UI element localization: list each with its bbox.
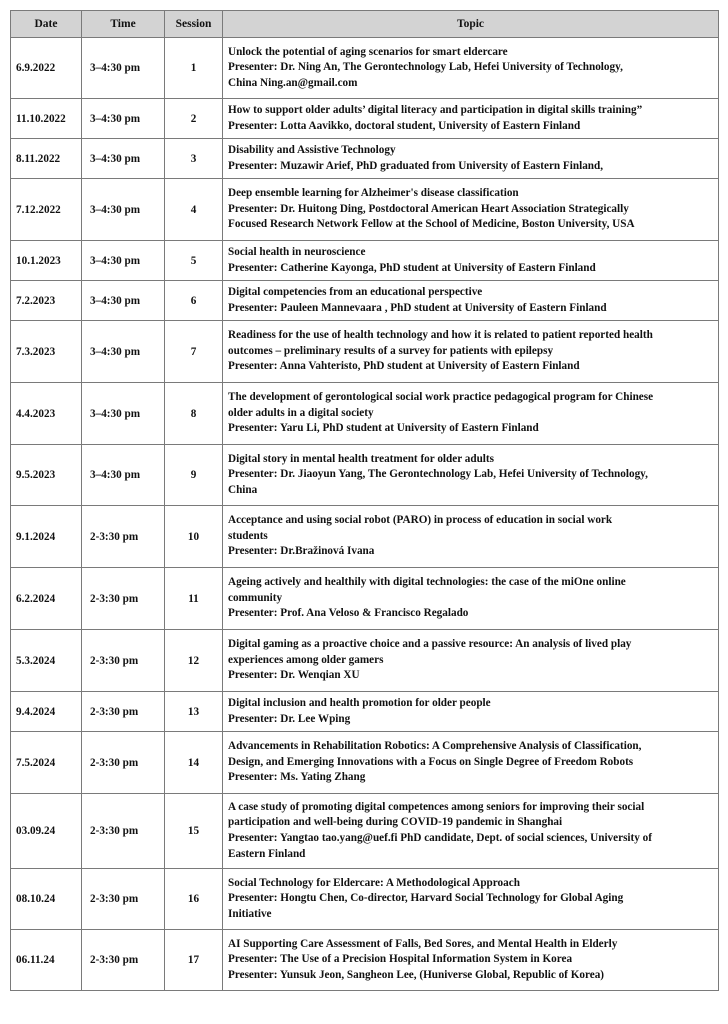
topic-line: older adults in a digital society: [228, 406, 374, 419]
header-session: Session: [165, 11, 223, 38]
topic-cell: [223, 321, 719, 383]
time-cell: 2-3:30 pm: [82, 630, 165, 692]
topic-cell: [223, 930, 719, 991]
topic-title: Acceptance and using social robot (PARO) in process of education in social work: [228, 514, 613, 527]
session-cell: 7: [165, 321, 223, 383]
header-date: Date: [11, 11, 82, 38]
topic-title: Digital competencies from an educational perspective: [228, 285, 483, 298]
time-cell: 3–4:30 pm: [82, 321, 165, 383]
topic-cell: [223, 139, 719, 179]
topic-cell: [223, 179, 719, 241]
time-cell: 2-3:30 pm: [82, 692, 165, 732]
table-row: [11, 930, 719, 991]
topic-title: Social health in neuroscience: [228, 245, 366, 258]
header-time: Time: [82, 11, 165, 38]
table-row: [11, 869, 719, 930]
table-row: [11, 281, 719, 321]
topic-cell: [223, 869, 719, 930]
topic-cell: [223, 281, 719, 321]
date-cell: 6.2.2024: [11, 568, 82, 630]
session-cell: 16: [165, 869, 223, 930]
date-cell: 7.12.2022: [11, 179, 82, 241]
topic-cell: [223, 38, 719, 99]
topic-cell: [223, 732, 719, 794]
topic-line: China: [228, 483, 258, 496]
table-row: [11, 445, 719, 506]
table-row: [11, 732, 719, 794]
topic-line: Presenter: Hongtu Chen, Co-director, Harvard Social Technology for Global Aging: [228, 892, 624, 905]
date-cell: 4.4.2023: [11, 383, 82, 445]
time-cell: 2-3:30 pm: [82, 930, 165, 991]
topic-line: experiences among older gamers: [228, 653, 384, 666]
date-cell: 8.11.2022: [11, 139, 82, 179]
topic-cell: [223, 445, 719, 506]
date-cell: 7.2.2023: [11, 281, 82, 321]
session-cell: 11: [165, 568, 223, 630]
table-row: [11, 506, 719, 568]
topic-line: Presenter: Yaru Li, PhD student at University of Eastern Finland: [228, 422, 539, 435]
topic-line: Presenter: Yunsuk Jeon, Sangheon Lee, (Huniverse Global, Republic of Korea): [228, 968, 605, 981]
topic-cell: [223, 692, 719, 732]
topic-line: Presenter: Dr. Wenqian XU: [228, 669, 360, 682]
topic-line: Eastern Finland: [228, 847, 306, 860]
time-cell: 3–4:30 pm: [82, 241, 165, 281]
topic-title: Digital inclusion and health promotion for older people: [228, 696, 491, 709]
topic-title: Readiness for the use of health technology and how it is related to patient reported health: [228, 329, 653, 342]
time-cell: 3–4:30 pm: [82, 383, 165, 445]
table-row: [11, 139, 719, 179]
topic-line: Presenter: Muzawir Arief, PhD graduated from University of Eastern Finland,: [228, 159, 604, 172]
topic-line: Presenter: Dr. Ning An, The Gerontechnology Lab, Hefei University of Technology,: [228, 61, 623, 74]
topic-cell: [223, 568, 719, 630]
session-cell: 13: [165, 692, 223, 732]
date-cell: 03.09.24: [11, 794, 82, 869]
session-cell: 17: [165, 930, 223, 991]
date-cell: 06.11.24: [11, 930, 82, 991]
table-row: [11, 179, 719, 241]
session-cell: 10: [165, 506, 223, 568]
seminar-schedule-table: [10, 10, 719, 991]
topic-line: Presenter: Pauleen Mannevaara , PhD student at University of Eastern Finland: [228, 301, 607, 314]
header-topic: Topic: [223, 11, 719, 38]
topic-cell: [223, 99, 719, 139]
topic-cell: [223, 630, 719, 692]
topic-line: Presenter: Ms. Yating Zhang: [228, 771, 366, 784]
topic-title: Ageing actively and healthily with digital technologies: the case of the miOne online: [228, 576, 626, 589]
session-cell: 6: [165, 281, 223, 321]
date-cell: 5.3.2024: [11, 630, 82, 692]
topic-line: Presenter: Lotta Aavikko, doctoral student, University of Eastern Finland: [228, 119, 581, 132]
topic-title: Unlock the potential of aging scenarios for smart eldercare: [228, 45, 508, 58]
time-cell: 2-3:30 pm: [82, 869, 165, 930]
date-cell: 6.9.2022: [11, 38, 82, 99]
time-cell: 2-3:30 pm: [82, 794, 165, 869]
time-cell: 3–4:30 pm: [82, 99, 165, 139]
session-cell: 14: [165, 732, 223, 794]
topic-line: students: [228, 529, 268, 542]
topic-line: Presenter: Anna Vahteristo, PhD student at University of Eastern Finland: [228, 360, 580, 373]
header-row: [11, 11, 719, 38]
time-cell: 2-3:30 pm: [82, 568, 165, 630]
date-cell: 08.10.24: [11, 869, 82, 930]
topic-line: participation and well-being during COVID-19 pandemic in Shanghai: [228, 816, 563, 829]
date-cell: 9.4.2024: [11, 692, 82, 732]
table-row: [11, 241, 719, 281]
topic-title: How to support older adults’ digital literacy and participation in digital skills training”: [228, 103, 643, 116]
date-cell: 7.3.2023: [11, 321, 82, 383]
time-cell: 2-3:30 pm: [82, 732, 165, 794]
date-cell: 9.5.2023: [11, 445, 82, 506]
table-row: [11, 321, 719, 383]
topic-title: Digital gaming as a proactive choice and a passive resource: An analysis of lived play: [228, 638, 632, 651]
topic-line: Presenter: Yangtao tao.yang@uef.fi PhD candidate, Dept. of social sciences, University of: [228, 832, 652, 844]
session-cell: 12: [165, 630, 223, 692]
table-row: [11, 630, 719, 692]
time-cell: 3–4:30 pm: [82, 179, 165, 241]
topic-line: China Ning.an@gmail.com: [228, 76, 358, 89]
time-cell: 3–4:30 pm: [82, 281, 165, 321]
topic-title: A case study of promoting digital competences among seniors for improving their social: [228, 800, 645, 813]
topic-title: Deep ensemble learning for Alzheimer's disease classification: [228, 187, 519, 200]
topic-title: Advancements in Rehabilitation Robotics: A Comprehensive Analysis of Classification,: [228, 740, 642, 753]
date-cell: 10.1.2023: [11, 241, 82, 281]
table-row: [11, 568, 719, 630]
topic-cell: [223, 383, 719, 445]
session-cell: 15: [165, 794, 223, 869]
table-row: [11, 99, 719, 139]
topic-line: Presenter: Dr. Huitong Ding, Postdoctoral American Heart Association Strategically: [228, 202, 629, 215]
topic-line: community: [228, 591, 283, 604]
topic-cell: [223, 241, 719, 281]
topic-line: Presenter: Catherine Kayonga, PhD student at University of Eastern Finland: [228, 261, 596, 274]
topic-title: AI Supporting Care Assessment of Falls, Bed Sores, and Mental Health in Elderly: [228, 937, 618, 950]
time-cell: 2-3:30 pm: [82, 506, 165, 568]
session-cell: 8: [165, 383, 223, 445]
topic-line: Presenter: Dr. Jiaoyun Yang, The Gerontechnology Lab, Hefei University of Technology,: [228, 468, 648, 481]
time-cell: 3–4:30 pm: [82, 139, 165, 179]
time-cell: 3–4:30 pm: [82, 445, 165, 506]
session-cell: 1: [165, 38, 223, 99]
topic-title: Social Technology for Eldercare: A Methodological Approach: [228, 876, 520, 889]
session-cell: 9: [165, 445, 223, 506]
topic-cell: [223, 794, 719, 869]
topic-line: Initiative: [228, 907, 272, 920]
session-cell: 4: [165, 179, 223, 241]
table-row: [11, 794, 719, 869]
topic-line: Presenter: Dr.Bražinová Ivana: [228, 545, 375, 558]
session-cell: 3: [165, 139, 223, 179]
table-row: [11, 38, 719, 99]
topic-cell: [223, 506, 719, 568]
topic-line: Presenter: The Use of a Precision Hospital Information System in Korea: [228, 953, 573, 966]
table-row: [11, 383, 719, 445]
table-row: [11, 692, 719, 732]
time-cell: 3–4:30 pm: [82, 38, 165, 99]
topic-title: Disability and Assistive Technology: [228, 143, 396, 156]
table-body: [11, 38, 719, 991]
topic-line: Presenter: Prof. Ana Veloso & Francisco Regalado: [228, 607, 469, 620]
topic-line: Focused Research Network Fellow at the School of Medicine, Boston University, USA: [228, 218, 635, 231]
topic-line: outcomes – preliminary results of a survey for patients with epilepsy: [228, 344, 554, 357]
session-cell: 5: [165, 241, 223, 281]
topic-title: The development of gerontological social work practice pedagogical program for Chinese: [228, 391, 654, 404]
date-cell: 7.5.2024: [11, 732, 82, 794]
topic-line: Design, and Emerging Innovations with a Focus on Single Degree of Freedom Robots: [228, 755, 634, 768]
date-cell: 9.1.2024: [11, 506, 82, 568]
topic-line: Presenter: Dr. Lee Wping: [228, 712, 351, 725]
topic-title: Digital story in mental health treatment for older adults: [228, 452, 494, 465]
session-cell: 2: [165, 99, 223, 139]
date-cell: 11.10.2022: [11, 99, 82, 139]
